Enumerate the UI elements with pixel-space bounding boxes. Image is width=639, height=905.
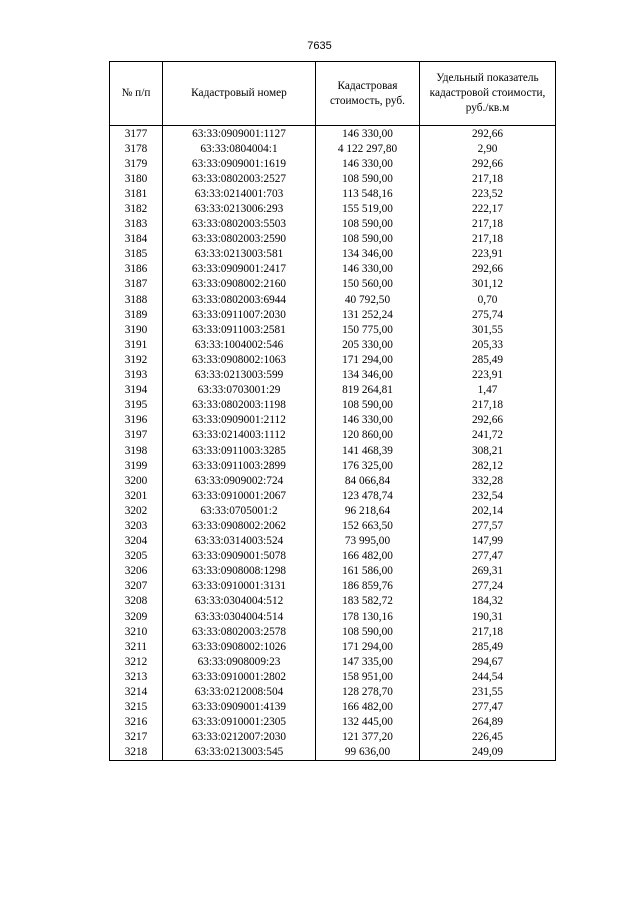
cell-row-number: 3189 xyxy=(110,307,163,322)
cell-row-number: 3203 xyxy=(110,518,163,533)
cell-cadastral-value: 178 130,16 xyxy=(316,609,420,624)
cell-cadastral-number: 63:33:0911003:3285 xyxy=(163,443,316,458)
cell-row-number: 3178 xyxy=(110,141,163,156)
table-row xyxy=(110,609,556,624)
cell-specific-value: 217,18 xyxy=(420,171,556,186)
cell-cadastral-value: 183 582,72 xyxy=(316,594,420,609)
cell-cadastral-number: 63:33:0910001:2802 xyxy=(163,669,316,684)
cell-cadastral-value: 161 586,00 xyxy=(316,564,420,579)
cell-specific-value: 205,33 xyxy=(420,337,556,352)
table-row xyxy=(110,564,556,579)
table-row xyxy=(110,518,556,533)
table-row xyxy=(110,277,556,292)
table-row xyxy=(110,624,556,639)
column-header-specific-value: Удельный показатель кадастровой стоимости, руб./кв.м xyxy=(420,62,556,126)
cell-cadastral-value: 108 590,00 xyxy=(316,232,420,247)
cadastral-value-table xyxy=(109,61,556,761)
cell-cadastral-value: 166 482,00 xyxy=(316,700,420,715)
cell-cadastral-value: 147 335,00 xyxy=(316,654,420,669)
cell-cadastral-value: 819 264,81 xyxy=(316,383,420,398)
cell-cadastral-value: 171 294,00 xyxy=(316,352,420,367)
cell-cadastral-value: 150 560,00 xyxy=(316,277,420,292)
table-row xyxy=(110,292,556,307)
cell-cadastral-value: 131 252,24 xyxy=(316,307,420,322)
cell-row-number: 3207 xyxy=(110,579,163,594)
table-row xyxy=(110,684,556,699)
cell-cadastral-value: 108 590,00 xyxy=(316,398,420,413)
cell-row-number: 3179 xyxy=(110,156,163,171)
cell-cadastral-number: 63:33:0804004:1 xyxy=(163,141,316,156)
table-row xyxy=(110,368,556,383)
table-header xyxy=(110,62,556,126)
table-row xyxy=(110,594,556,609)
cell-specific-value: 277,47 xyxy=(420,549,556,564)
cell-row-number: 3215 xyxy=(110,700,163,715)
cell-row-number: 3211 xyxy=(110,639,163,654)
cell-cadastral-value: 4 122 297,80 xyxy=(316,141,420,156)
cell-cadastral-number: 63:33:0212008:504 xyxy=(163,684,316,699)
cell-row-number: 3206 xyxy=(110,564,163,579)
cell-cadastral-value: 121 377,20 xyxy=(316,730,420,745)
cell-specific-value: 223,52 xyxy=(420,186,556,201)
cell-row-number: 3216 xyxy=(110,715,163,730)
cell-cadastral-value: 96 218,64 xyxy=(316,503,420,518)
table-row xyxy=(110,458,556,473)
cell-cadastral-value: 141 468,39 xyxy=(316,443,420,458)
cell-specific-value: 241,72 xyxy=(420,428,556,443)
cell-cadastral-number: 63:33:0910001:3131 xyxy=(163,579,316,594)
cell-row-number: 3186 xyxy=(110,262,163,277)
cell-specific-value: 277,57 xyxy=(420,518,556,533)
cell-row-number: 3201 xyxy=(110,488,163,503)
cell-cadastral-number: 63:33:0909001:2112 xyxy=(163,413,316,428)
cell-cadastral-number: 63:33:0802003:5503 xyxy=(163,217,316,232)
cell-cadastral-number: 63:33:0908002:2160 xyxy=(163,277,316,292)
cell-cadastral-value: 176 325,00 xyxy=(316,458,420,473)
table-row xyxy=(110,383,556,398)
cell-row-number: 3180 xyxy=(110,171,163,186)
cell-specific-value: 277,47 xyxy=(420,700,556,715)
cell-specific-value: 308,21 xyxy=(420,443,556,458)
table-body xyxy=(110,126,556,761)
cell-cadastral-number: 63:33:0909002:724 xyxy=(163,473,316,488)
cell-specific-value: 277,24 xyxy=(420,579,556,594)
cell-cadastral-value: 186 859,76 xyxy=(316,579,420,594)
cell-cadastral-number: 63:33:0705001:2 xyxy=(163,503,316,518)
cell-specific-value: 285,49 xyxy=(420,352,556,367)
cell-row-number: 3205 xyxy=(110,549,163,564)
cell-cadastral-number: 63:33:0212007:2030 xyxy=(163,730,316,745)
cell-row-number: 3198 xyxy=(110,443,163,458)
table-row xyxy=(110,745,556,761)
cell-specific-value: 217,18 xyxy=(420,217,556,232)
cell-cadastral-value: 166 482,00 xyxy=(316,549,420,564)
cell-cadastral-number: 63:33:0213006:293 xyxy=(163,201,316,216)
cell-specific-value: 301,12 xyxy=(420,277,556,292)
cell-specific-value: 217,18 xyxy=(420,232,556,247)
cell-row-number: 3212 xyxy=(110,654,163,669)
cell-cadastral-number: 63:33:0909001:1619 xyxy=(163,156,316,171)
cell-cadastral-number: 63:33:0213003:545 xyxy=(163,745,316,761)
cell-specific-value: 244,54 xyxy=(420,669,556,684)
cell-cadastral-value: 108 590,00 xyxy=(316,624,420,639)
cell-cadastral-number: 63:33:0304004:512 xyxy=(163,594,316,609)
cell-cadastral-number: 63:33:0213003:599 xyxy=(163,368,316,383)
cell-cadastral-number: 63:33:0911003:2899 xyxy=(163,458,316,473)
cell-row-number: 3184 xyxy=(110,232,163,247)
cell-cadastral-number: 63:33:0908002:1063 xyxy=(163,352,316,367)
cell-cadastral-number: 63:33:0909001:4139 xyxy=(163,700,316,715)
cell-row-number: 3194 xyxy=(110,383,163,398)
cell-cadastral-value: 152 663,50 xyxy=(316,518,420,533)
table-row xyxy=(110,503,556,518)
cell-specific-value: 332,28 xyxy=(420,473,556,488)
cell-specific-value: 217,18 xyxy=(420,624,556,639)
table-row xyxy=(110,488,556,503)
header-row xyxy=(110,62,556,126)
cell-row-number: 3193 xyxy=(110,368,163,383)
cell-cadastral-number: 63:33:0802003:2590 xyxy=(163,232,316,247)
cell-specific-value: 0,70 xyxy=(420,292,556,307)
cell-row-number: 3202 xyxy=(110,503,163,518)
table-row xyxy=(110,428,556,443)
cell-row-number: 3187 xyxy=(110,277,163,292)
table-row xyxy=(110,700,556,715)
cell-specific-value: 292,66 xyxy=(420,413,556,428)
table-row xyxy=(110,262,556,277)
cell-row-number: 3195 xyxy=(110,398,163,413)
table-row xyxy=(110,217,556,232)
cell-cadastral-number: 63:33:0802003:2527 xyxy=(163,171,316,186)
column-header-number: № п/п xyxy=(110,62,163,126)
cell-cadastral-number: 63:33:0908002:2062 xyxy=(163,518,316,533)
cell-specific-value: 249,09 xyxy=(420,745,556,761)
cell-row-number: 3181 xyxy=(110,186,163,201)
table-row xyxy=(110,639,556,654)
cell-specific-value: 264,89 xyxy=(420,715,556,730)
table-row xyxy=(110,352,556,367)
cell-cadastral-value: 171 294,00 xyxy=(316,639,420,654)
cell-row-number: 3217 xyxy=(110,730,163,745)
cell-cadastral-number: 63:33:0909001:1127 xyxy=(163,126,316,142)
cell-specific-value: 226,45 xyxy=(420,730,556,745)
cell-row-number: 3199 xyxy=(110,458,163,473)
cell-row-number: 3182 xyxy=(110,201,163,216)
table-row xyxy=(110,669,556,684)
cell-cadastral-value: 146 330,00 xyxy=(316,126,420,142)
cell-cadastral-value: 205 330,00 xyxy=(316,337,420,352)
cell-cadastral-value: 134 346,00 xyxy=(316,247,420,262)
cell-row-number: 3177 xyxy=(110,126,163,142)
table-row xyxy=(110,549,556,564)
cell-row-number: 3188 xyxy=(110,292,163,307)
cell-cadastral-number: 63:33:0304004:514 xyxy=(163,609,316,624)
cell-cadastral-value: 128 278,70 xyxy=(316,684,420,699)
table-row xyxy=(110,201,556,216)
table-row xyxy=(110,715,556,730)
table-row xyxy=(110,473,556,488)
page-number: 7635 xyxy=(307,40,332,52)
cell-cadastral-value: 40 792,50 xyxy=(316,292,420,307)
cell-cadastral-number: 63:33:0909001:5078 xyxy=(163,549,316,564)
cell-specific-value: 275,74 xyxy=(420,307,556,322)
cell-cadastral-value: 120 860,00 xyxy=(316,428,420,443)
cell-row-number: 3204 xyxy=(110,534,163,549)
cell-specific-value: 184,32 xyxy=(420,594,556,609)
cell-cadastral-value: 99 636,00 xyxy=(316,745,420,761)
table-row xyxy=(110,156,556,171)
cell-cadastral-number: 63:33:0911007:2030 xyxy=(163,307,316,322)
column-header-cadastral-value: Кадастровая стоимость, руб. xyxy=(316,62,420,126)
cell-cadastral-number: 63:33:0703001:29 xyxy=(163,383,316,398)
cell-cadastral-number: 63:33:0214001:703 xyxy=(163,186,316,201)
cell-specific-value: 285,49 xyxy=(420,639,556,654)
cell-cadastral-value: 146 330,00 xyxy=(316,413,420,428)
cell-cadastral-value: 155 519,00 xyxy=(316,201,420,216)
cell-row-number: 3218 xyxy=(110,745,163,761)
cell-specific-value: 282,12 xyxy=(420,458,556,473)
cell-specific-value: 147,99 xyxy=(420,534,556,549)
table-row xyxy=(110,337,556,352)
cell-cadastral-number: 63:33:0911003:2581 xyxy=(163,322,316,337)
cell-specific-value: 269,31 xyxy=(420,564,556,579)
cell-cadastral-value: 132 445,00 xyxy=(316,715,420,730)
cell-cadastral-number: 63:33:1004002:546 xyxy=(163,337,316,352)
cell-row-number: 3213 xyxy=(110,669,163,684)
cell-specific-value: 231,55 xyxy=(420,684,556,699)
cell-specific-value: 292,66 xyxy=(420,156,556,171)
cell-row-number: 3190 xyxy=(110,322,163,337)
cell-cadastral-value: 84 066,84 xyxy=(316,473,420,488)
cell-row-number: 3183 xyxy=(110,217,163,232)
cell-cadastral-number: 63:33:0908009:23 xyxy=(163,654,316,669)
cell-row-number: 3197 xyxy=(110,428,163,443)
table-row xyxy=(110,654,556,669)
cell-row-number: 3209 xyxy=(110,609,163,624)
cell-cadastral-value: 134 346,00 xyxy=(316,368,420,383)
cell-cadastral-number: 63:33:0314003:524 xyxy=(163,534,316,549)
table-row xyxy=(110,232,556,247)
cell-specific-value: 202,14 xyxy=(420,503,556,518)
column-header-cadastral-number: Кадастровый номер xyxy=(163,62,316,126)
cell-row-number: 3200 xyxy=(110,473,163,488)
cell-specific-value: 294,67 xyxy=(420,654,556,669)
cell-cadastral-value: 158 951,00 xyxy=(316,669,420,684)
cell-row-number: 3208 xyxy=(110,594,163,609)
cell-specific-value: 1,47 xyxy=(420,383,556,398)
cell-specific-value: 223,91 xyxy=(420,247,556,262)
table-row xyxy=(110,413,556,428)
cell-cadastral-number: 63:33:0802003:2578 xyxy=(163,624,316,639)
table-row xyxy=(110,126,556,142)
table-row xyxy=(110,534,556,549)
cell-cadastral-value: 150 775,00 xyxy=(316,322,420,337)
cell-cadastral-value: 113 548,16 xyxy=(316,186,420,201)
cell-cadastral-number: 63:33:0908002:1026 xyxy=(163,639,316,654)
table-row xyxy=(110,579,556,594)
cell-cadastral-value: 146 330,00 xyxy=(316,156,420,171)
cell-specific-value: 301,55 xyxy=(420,322,556,337)
cell-specific-value: 232,54 xyxy=(420,488,556,503)
cell-cadastral-number: 63:33:0802003:1198 xyxy=(163,398,316,413)
cell-specific-value: 217,18 xyxy=(420,398,556,413)
cell-cadastral-number: 63:33:0908008:1298 xyxy=(163,564,316,579)
cell-row-number: 3191 xyxy=(110,337,163,352)
cell-cadastral-value: 146 330,00 xyxy=(316,262,420,277)
table-row xyxy=(110,322,556,337)
cell-row-number: 3196 xyxy=(110,413,163,428)
table-row xyxy=(110,247,556,262)
cell-row-number: 3210 xyxy=(110,624,163,639)
cell-specific-value: 2,90 xyxy=(420,141,556,156)
cell-cadastral-value: 108 590,00 xyxy=(316,171,420,186)
table-row xyxy=(110,730,556,745)
cell-cadastral-number: 63:33:0910001:2305 xyxy=(163,715,316,730)
cell-row-number: 3192 xyxy=(110,352,163,367)
cell-row-number: 3185 xyxy=(110,247,163,262)
table-row xyxy=(110,171,556,186)
table-row xyxy=(110,398,556,413)
cell-specific-value: 223,91 xyxy=(420,368,556,383)
table-row xyxy=(110,186,556,201)
cell-cadastral-value: 123 478,74 xyxy=(316,488,420,503)
table-row xyxy=(110,307,556,322)
cell-cadastral-number: 63:33:0802003:6944 xyxy=(163,292,316,307)
cell-cadastral-number: 63:33:0909001:2417 xyxy=(163,262,316,277)
cell-cadastral-number: 63:33:0213003:581 xyxy=(163,247,316,262)
cell-cadastral-number: 63:33:0910001:2067 xyxy=(163,488,316,503)
cell-row-number: 3214 xyxy=(110,684,163,699)
table-row xyxy=(110,141,556,156)
cell-specific-value: 222,17 xyxy=(420,201,556,216)
cell-cadastral-value: 108 590,00 xyxy=(316,217,420,232)
cell-specific-value: 190,31 xyxy=(420,609,556,624)
cell-specific-value: 292,66 xyxy=(420,262,556,277)
cell-cadastral-value: 73 995,00 xyxy=(316,534,420,549)
table-row xyxy=(110,443,556,458)
cell-cadastral-number: 63:33:0214003:1112 xyxy=(163,428,316,443)
cell-specific-value: 292,66 xyxy=(420,126,556,142)
